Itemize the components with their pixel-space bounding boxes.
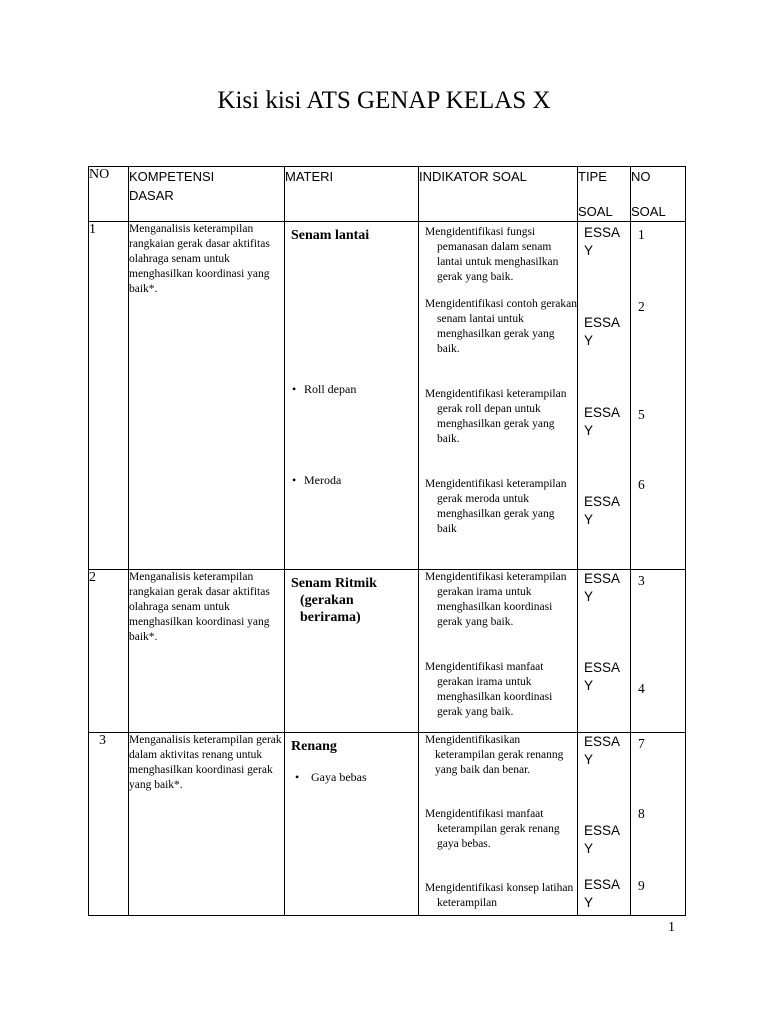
kisi-table — [88, 166, 686, 916]
tipe-soal: ESSA Y — [584, 823, 621, 856]
indikator-item: Mengidentifikasi manfaat gerakan irama untuk menghasilkan koordinasi gerak yang baik. — [425, 661, 553, 718]
materi-cell — [285, 222, 419, 570]
page-number: 1 — [668, 920, 675, 935]
tipe-soal: ESSA Y — [584, 315, 621, 348]
no-soal: 8 — [638, 806, 645, 821]
indikator-item: Mengidentifikasi keterampilan gerak roll depan untuk menghasilkan gerak yang baik. — [425, 388, 567, 445]
no-soal: 6 — [638, 477, 645, 492]
row-number: 1 — [89, 222, 129, 570]
no-soal: 1 — [638, 227, 645, 242]
materi-title: Renang — [291, 739, 337, 754]
materi-title: Senam lantai — [291, 228, 370, 243]
no-soal: 3 — [638, 573, 645, 588]
header-materi: MATERI — [285, 167, 419, 222]
no-soal: 9 — [638, 878, 645, 893]
header-no: NO — [89, 167, 129, 222]
no-soal: 4 — [638, 681, 645, 696]
table-row — [89, 570, 686, 733]
tipe-soal: ESSA Y — [584, 494, 621, 527]
list-item: • Roll depan — [292, 382, 357, 396]
indikator-item: Mengidentifikasi keterampilan gerakan irama untuk menghasilkan koordinasi gerak yang baik. — [425, 571, 567, 628]
no-soal: 7 — [638, 736, 645, 751]
materi-cell — [285, 570, 419, 733]
tipe-soal: ESSA Y — [584, 660, 621, 693]
row-number: 2 — [89, 570, 129, 733]
no-soal-cell — [631, 222, 686, 570]
row-number: 3 — [89, 733, 129, 916]
tipe-soal: ESSA Y — [584, 877, 621, 910]
table-header-row — [89, 167, 686, 222]
header-kompetensi: KOMPETENSI DASAR — [129, 167, 285, 222]
tipe-soal: ESSA Y — [584, 225, 621, 258]
bullet-icon: • — [295, 770, 300, 784]
tipe-soal-cell — [578, 222, 631, 570]
list-item: • Gaya bebas — [295, 770, 367, 784]
indikator-cell — [419, 222, 578, 570]
indikator-item: Mengidentifikasi fungsi pemanasan dalam senam lantai untuk menghasilkan gerak yang baik. — [425, 226, 559, 283]
indikator-item: Mengidentifikasi contoh gerakan senam lantai untuk menghasilkan gerak yang baik. — [425, 298, 578, 355]
indikator-item: Mengidentifikasi konsep latihan keterampilan — [425, 882, 574, 909]
tipe-soal: ESSA Y — [584, 405, 621, 438]
tipe-soal: ESSA Y — [584, 734, 621, 767]
list-item: • Meroda — [292, 473, 342, 487]
document-title: Kisi kisi ATS GENAP KELAS X — [217, 87, 551, 114]
no-soal-cell — [631, 733, 686, 916]
no-soal: 2 — [638, 299, 645, 314]
table-row — [89, 733, 686, 916]
indikator-item: Mengidentifikasi keterampilan gerak meroda untuk menghasilkan gerak yang baik — [425, 478, 567, 535]
indikator-item: Mengidentifikasikan keterampilan gerak renanng yang baik dan benar. — [425, 734, 564, 776]
tipe-soal-cell — [578, 733, 631, 916]
no-soal: 5 — [638, 407, 645, 422]
kompetensi-dasar: Menganalisis keterampilan rangkaian gerak dasar aktifitas olahraga senam untuk menghasilkan koordinasi yang baik*. — [129, 222, 285, 570]
tipe-soal: ESSA Y — [584, 571, 621, 604]
header-tipe-soal: TIPE SOAL — [578, 167, 631, 222]
table-row — [89, 222, 686, 570]
kompetensi-dasar: Menganalisis keterampilan gerak dalam aktivitas renang untuk menghasilkan koordinasi gerak yang baik*. — [129, 733, 285, 916]
tipe-soal-cell — [578, 570, 631, 733]
indikator-item: Mengidentifikasi manfaat keterampilan gerak renang gaya bebas. — [425, 808, 560, 850]
header-no-soal: NO SOAL — [631, 167, 686, 222]
materi-cell — [285, 733, 419, 916]
indikator-cell — [419, 570, 578, 733]
bullet-icon: • — [292, 382, 297, 396]
kompetensi-dasar: Menganalisis keterampilan rangkaian gerak dasar aktifitas olahraga senam untuk menghasilkan koordinasi yang baik*. — [129, 570, 285, 733]
materi-title: Senam Ritmik (gerakan berirama) — [291, 576, 377, 625]
indikator-cell — [419, 733, 578, 916]
bullet-icon: • — [292, 473, 297, 487]
no-soal-cell — [631, 570, 686, 733]
header-indikator: INDIKATOR SOAL — [419, 167, 578, 222]
